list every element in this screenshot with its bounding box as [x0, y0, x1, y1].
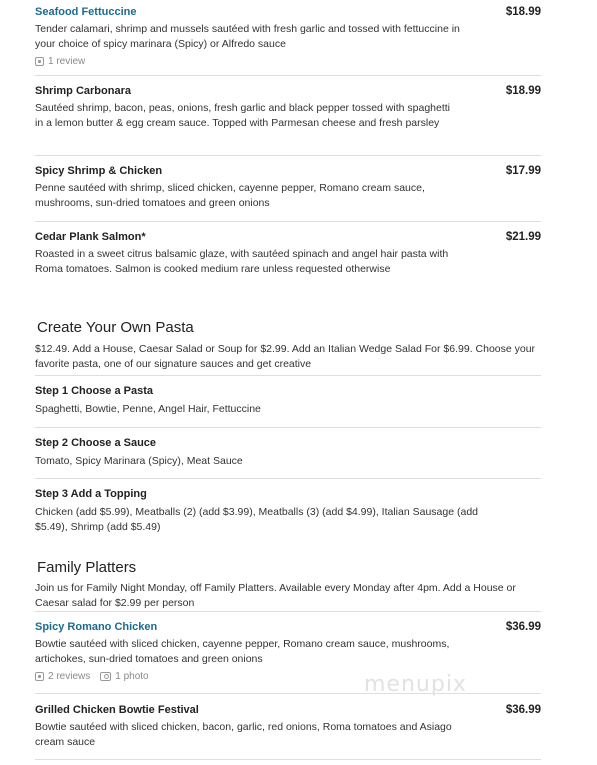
section-family-platters: [35, 547, 541, 612]
step-description: Tomato, Spicy Marinara (Spicy), Meat Sauce: [35, 455, 243, 467]
photos-link[interactable]: [100, 671, 148, 682]
step-description: Chicken (add $5.99), Meatballs (2) (add $3.99), Meatballs (3) (add $4.99), Italian Sausage (add $5.49), Shrimp (add $5.49): [35, 506, 478, 533]
section-description: $12.49. Add a House, Caesar Salad or Soup for $2.99. Add an Italian Wedge Salad For $6.99. Choose your favorite pasta, one of our signature sauces and get creative: [35, 343, 536, 370]
item-description: Roasted in a sweet citrus balsamic glaze, with sautéed spinach and angel hair pasta with Roma tomatoes. Salmon is cooked medium rare unless requested otherwise: [35, 248, 449, 275]
menu-item: [35, 479, 541, 547]
step-name: Step 2 Choose a Sauce: [35, 437, 157, 449]
item-price: $18.99: [505, 85, 541, 97]
menu-item: [35, 222, 541, 300]
reviews-count: 2 reviews: [48, 671, 91, 682]
item-price: $36.99: [505, 621, 541, 633]
step-name: Step 3 Add a Topping: [35, 488, 147, 500]
item-description: Bowtie sautéed with sliced chicken, bacon, garlic, red onions, Roma tomatoes and Asiago cream sauce: [35, 721, 452, 748]
review-icon: [35, 672, 44, 681]
step-description: Spaghetti, Bowtie, Penne, Angel Hair, Fettuccine: [35, 403, 261, 415]
item-name: Spicy Shrimp & Chicken: [35, 165, 163, 177]
item-price: $21.99: [505, 231, 541, 243]
menu-item: [35, 0, 541, 76]
menu-item: [35, 76, 541, 156]
item-price: $17.99: [505, 165, 541, 177]
step-name: Step 1 Choose a Pasta: [35, 385, 153, 397]
item-name-link[interactable]: Spicy Romano Chicken: [35, 621, 158, 633]
camera-icon: [100, 672, 111, 681]
reviews-count: 1 review: [48, 56, 86, 67]
item-description: Bowtie sautéed with sliced chicken, cayenne pepper, Romano cream sauce, mushrooms, artichokes, sun-dried tomatoes and green onions: [35, 638, 450, 665]
item-name: Grilled Chicken Bowtie Festival: [35, 704, 199, 716]
section-description: Join us for Family Night Monday, off Family Platters. Available every Monday after 4pm. Add a House or Caesar salad for $2.99 per person: [35, 582, 516, 609]
item-price: $18.99: [505, 6, 541, 18]
section-title: Family Platters: [37, 559, 137, 576]
review-icon: [35, 57, 44, 66]
menu-item: [35, 694, 541, 760]
reviews-link[interactable]: [35, 671, 90, 682]
reviews-link[interactable]: [35, 56, 85, 67]
menu-item: [35, 376, 541, 428]
menu-item: [35, 156, 541, 222]
photos-count: 1 photo: [115, 671, 149, 682]
item-description: Penne sautéed with shrimp, sliced chicken, cayenne pepper, Romano cream sauce, mushrooms, sun-dried tomatoes and green onions: [35, 182, 425, 209]
menu-item: [35, 428, 541, 479]
watermark: menupix: [364, 672, 467, 697]
section-create-pasta: [35, 300, 541, 376]
item-price: $36.99: [505, 704, 541, 716]
item-name: Cedar Plank Salmon*: [35, 231, 146, 243]
item-name-link[interactable]: Seafood Fettuccine: [35, 6, 137, 18]
item-description: Tender calamari, shrimp and mussels sautéed with fresh garlic and tossed with fettuccine in your choice of spicy marinara (Spicy) or Alfredo sauce: [35, 23, 460, 50]
item-name: Shrimp Carbonara: [35, 85, 131, 97]
section-title: Create Your Own Pasta: [37, 319, 194, 336]
item-description: Sautéed shrimp, bacon, peas, onions, fresh garlic and black pepper tossed with spaghetti in a lemon butter & egg cream sauce. Topped with Parmesan cheese and fresh parsley: [35, 102, 451, 129]
menu-content: [35, 0, 541, 760]
